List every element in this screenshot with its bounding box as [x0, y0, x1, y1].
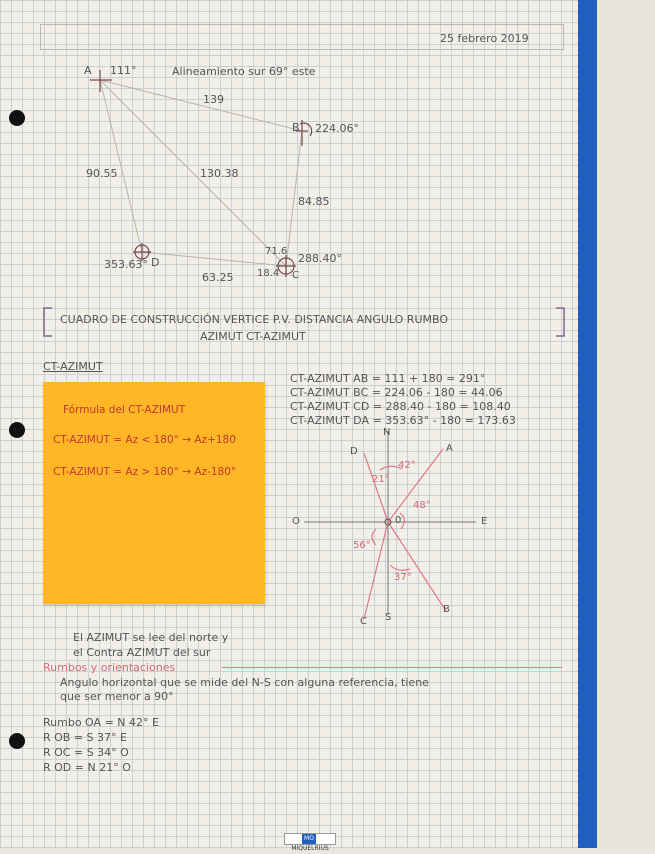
- line-ob: [388, 522, 446, 611]
- sticky-title: Fórmula del CT-AZIMUT: [63, 404, 186, 416]
- ct-item: CT-AZIMUT DA = 353.63° - 180 = 173.63: [290, 414, 516, 427]
- compass-center: 0: [395, 515, 402, 526]
- vertex-d-label: D: [151, 256, 160, 269]
- compass-b: B: [443, 604, 450, 615]
- vertex-b-angle: 224.06°: [315, 122, 359, 135]
- compass-a: A: [446, 443, 453, 454]
- rumbo-definition-1: Angulo horizontal que se mide del N-S con alguna referencia, tiene: [60, 676, 429, 689]
- rumbo-item: Rumbo OA = N 42° E: [43, 716, 159, 729]
- ct-heading: CT-AZIMUT: [43, 360, 103, 373]
- section-title-line2: AZIMUT CT-AZIMUT: [200, 330, 306, 343]
- ct-item: CT-AZIMUT CD = 288.40 - 180 = 108.40: [290, 400, 511, 413]
- logo-mark: MO: [304, 835, 314, 842]
- compass-e: E: [481, 516, 488, 527]
- ct-item: CT-AZIMUT BC = 224.06 - 180 = 44.06: [290, 386, 503, 399]
- distance-c-small: 18.4: [257, 268, 280, 279]
- compass-n: N: [383, 427, 391, 438]
- sticky-note: [43, 382, 265, 604]
- logo-text: MIQUELRIUS: [291, 845, 329, 852]
- rumbo-item: R OB = S 37° E: [43, 731, 127, 744]
- distance-ab: 139: [203, 93, 224, 106]
- distance-cd: 63.25: [202, 271, 234, 284]
- rumbo-definition-2: que ser menor a 90°: [60, 690, 174, 703]
- line-od: [364, 453, 388, 522]
- ct-item: CT-AZIMUT AB = 111 + 180 = 291°: [290, 372, 486, 385]
- distance-bc: 84.85: [298, 195, 330, 208]
- compass-diagram: [280, 425, 500, 635]
- line-oc: [364, 522, 388, 619]
- diagram-title: Alineamiento sur 69° este: [172, 65, 316, 78]
- line-ab: [100, 80, 302, 131]
- line-ac: [100, 80, 286, 266]
- vertex-d-angle: 353.63°: [104, 258, 148, 271]
- distance-ad: 90.55: [86, 167, 118, 180]
- binder-hole: [9, 733, 25, 749]
- background: [597, 0, 655, 848]
- distance-ac: 130.38: [200, 167, 239, 180]
- vertex-a-angle: 111°: [110, 64, 137, 77]
- compass-s: S: [385, 612, 392, 623]
- sticky-formula-2: CT-AZIMUT = Az > 180° → Az-180°: [53, 466, 237, 478]
- angle-48: 48°: [413, 500, 431, 511]
- azimut-note-1: El AZIMUT se lee del norte y: [73, 631, 229, 644]
- vertex-a-label: A: [84, 64, 92, 77]
- line-ad: [100, 80, 142, 252]
- date: 25 febrero 2019: [440, 32, 529, 45]
- vertex-c-angle: 288.40°: [298, 252, 342, 265]
- rumbo-item: R OC = S 34° O: [43, 746, 129, 759]
- vertex-b-label: B: [292, 121, 300, 134]
- vertex-c-note: 71.6: [265, 246, 288, 257]
- compass-c: C: [360, 616, 367, 627]
- rumbo-item: R OD = N 21° O: [43, 761, 131, 774]
- vertex-c-label: C: [292, 270, 299, 281]
- binder-hole: [9, 422, 25, 438]
- angle-21: 21°: [372, 474, 390, 485]
- angle-42: 42°: [398, 460, 416, 471]
- section-title-line1: CUADRO DE CONSTRUCCIÓN VERTICE P.V. DISTANCIA ANGULO RUMBO: [60, 313, 448, 326]
- rumbos-heading: Rumbos y orientaciones: [43, 661, 176, 674]
- compass-o: O: [292, 516, 300, 527]
- compass-d: D: [350, 446, 358, 457]
- azimut-note-2: el Contra AZIMUT del sur: [73, 646, 211, 659]
- sticky-formula-1: CT-AZIMUT = Az < 180° → Az+180: [53, 434, 236, 446]
- angle-37: 37°: [394, 572, 412, 583]
- notebook-logo: [284, 833, 336, 852]
- heading-rule: [222, 667, 562, 668]
- angle-56: 56°: [353, 540, 371, 551]
